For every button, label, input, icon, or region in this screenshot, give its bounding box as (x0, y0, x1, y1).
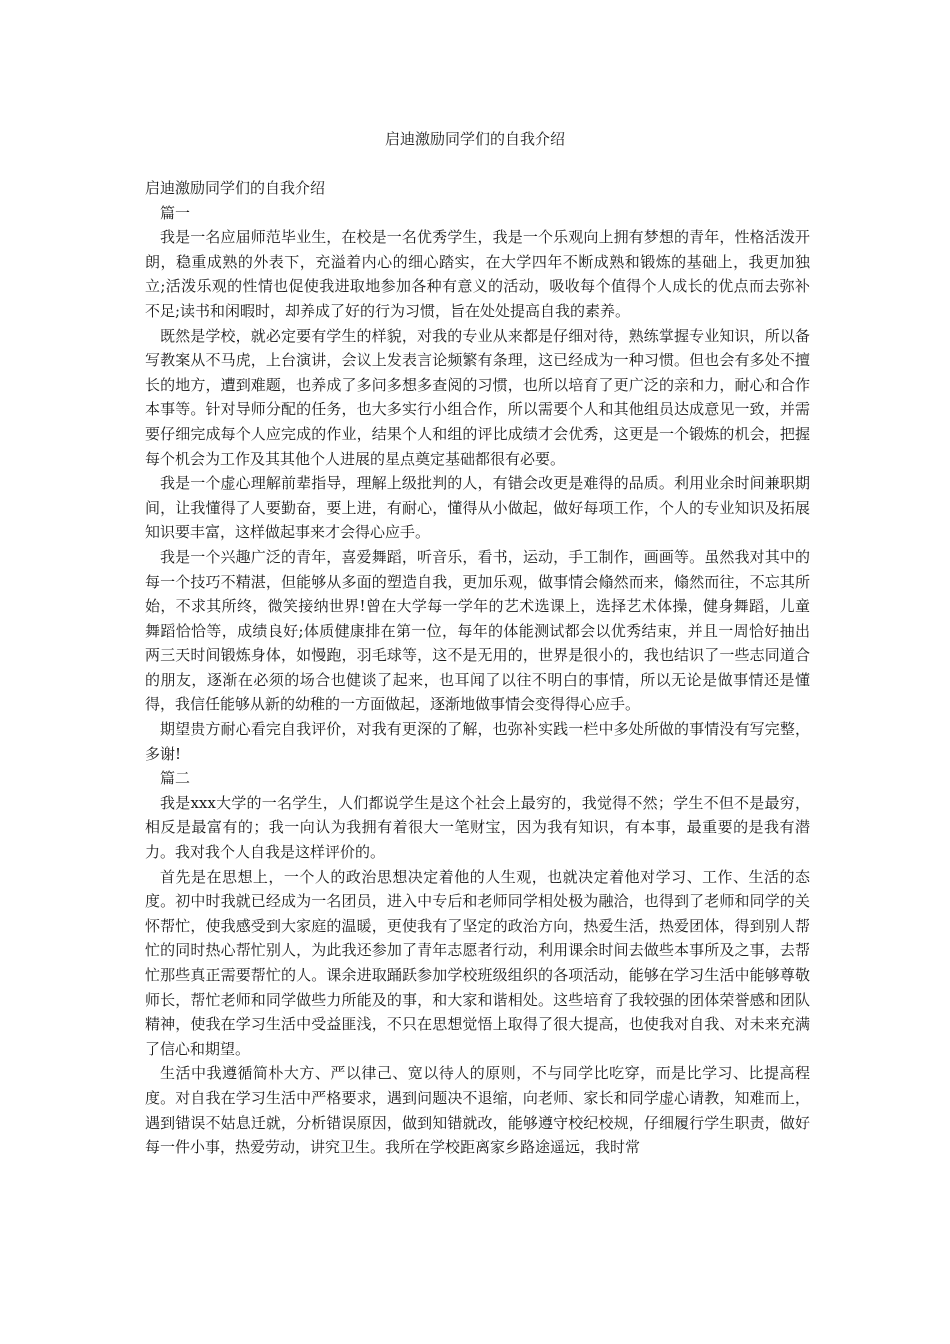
paragraph: 生活中我遵循简朴大方、严以律己、宽以待人的原则，不与同学比吃穿，而是比学习、比提高程度。对自我在学习生活中严格要求，遇到问题决不退缩，向老师、家长和同学虚心请教，知难而上，遇到错误不姑息迁就，分析错误原因，做到知错就改，能够遵守校纪校规，仔细履行学生职责，做好每一件小事，热爱劳动，讲究卫生。我所在学校距离家乡路途遥远，我时常 (145, 1064, 810, 1157)
section-heading-2: 篇二 (160, 769, 191, 788)
document-subtitle: 启迪激励同学们的自我介绍 (145, 179, 326, 197)
paragraph: 我是一名应届师范毕业生，在校是一名优秀学生，我是一个乐观向上拥有梦想的青年，性格活泼开朗，稳重成熟的外表下，充溢着内心的细心踏实，在大学四年不断成熟和锻炼的基础上，我更加独立;活泼乐观的性情也促使我进取地参加各种有意义的活动，吸收每个值得个人成长的优点而去弥补不足;读书和闲暇时，却养成了好的行为习惯，旨在处处提高自我的素养。 (145, 228, 810, 320)
paragraph: 既然是学校，就必定要有学生的样貌，对我的专业从来都是仔细对待，熟练掌握专业知识，所以备写教案从不马虎，上台演讲，会议上发表言论频繁有条理，这已经成为一种习惯。但也会有多处不擅长的地方，遭到难题，也养成了多问多想多查阅的习惯，也所以培育了更广泛的亲和力，耐心和合作本事等。针对导师分配的任务，也大多实行小组合作，所以需要个人和其他组员达成意见一致，并需要仔细完成每个人应完成的作业，结果个人和组的评比成绩才会优秀，这更是一个锻炼的机会，把握每个机会为工作及其其他个人进展的星点奠定基础都很有必要。 (145, 326, 810, 468)
paragraph: 期望贵方耐心看完自我评价，对我有更深的了解，也弥补实践一栏中多处所做的事情没有写完整，多谢! (145, 720, 810, 763)
paragraph: 我是一个兴趣广泛的青年，喜爱舞蹈，听音乐，看书，运动，手工制作，画画等。虽然我对其中的每一个技巧不精湛，但能够从多面的塑造自我，更加乐观，做事情会翛然而来，翛然而往，不忘其所始，不求其所终，微笑接纳世界!曾在大学每一学年的艺术选课上，选择艺术体操，健身舞蹈，儿童舞蹈恰恰等，成绩良好;体质健康排在第一位，每年的体能测试都会以优秀结束，并且一周恰好抽出两三天时间锻炼身体，如慢跑，羽毛球等，这不是无用的，世界是很小的，我也结识了一些志同道合的朋友，逐渐在必须的场合也健谈了起来，也耳闻了以往不明白的事情，所以无论是做事情还是懂得，我信任能够从新的幼稚的一方面做起，逐渐地做事情会变得得心应手。 (145, 547, 810, 714)
document-title: 启迪激励同学们的自我介绍 (384, 130, 565, 148)
paragraph: 首先是在思想上，一个人的政治思想决定着他的人生观，也就决定着他对学习、工作、生活的态度。初中时我就已经成为一名团员，进入中专后和老师同学相处极为融洽，也得到了老师和同学的关怀帮忙，使我感受到大家庭的温暖，更使我有了坚定的政治方向，热爱生活，热爱团体，得到别人帮忙的同时热心帮忙别人，为此我还参加了青年志愿者行动，利用课余时间去做些本事所及之事，去帮忙那些真正需要帮忙的人。课余进取踊跃参加学校班级组织的各项活动，能够在学习生活中能够尊敬师长，帮忙老师和同学做些力所能及的事，和大家和谐相处。这些培育了我较强的团体荣誉感和团队精神，使我在学习生活中受益匪浅，不只在思想觉悟上取得了很大提高，也使我对自我、对未来充满了信心和期望。 (145, 867, 810, 1058)
section-heading-1: 篇一 (160, 203, 191, 222)
document-body (145, 176, 810, 1160)
paragraph: 我是一个虚心理解前辈指导，理解上级批判的人，有错会改更是难得的品质。利用业余时间兼职期间，让我懂得了人要勤奋，要上进，有耐心，懂得从小做起，做好每项工作，个人的专业知识及拓展知识要丰富，这样做起事来才会得心应手。 (145, 474, 810, 542)
paragraph: 我是xxx大学的一名学生，人们都说学生是这个社会上最穷的，我觉得不然；学生不但不是最穷，相反是最富有的；我一向认为我拥有着很大一笔财宝，因为我有知识，有本事，最重要的是我有潜力。我对我个人自我是这样评价的。 (145, 793, 810, 862)
